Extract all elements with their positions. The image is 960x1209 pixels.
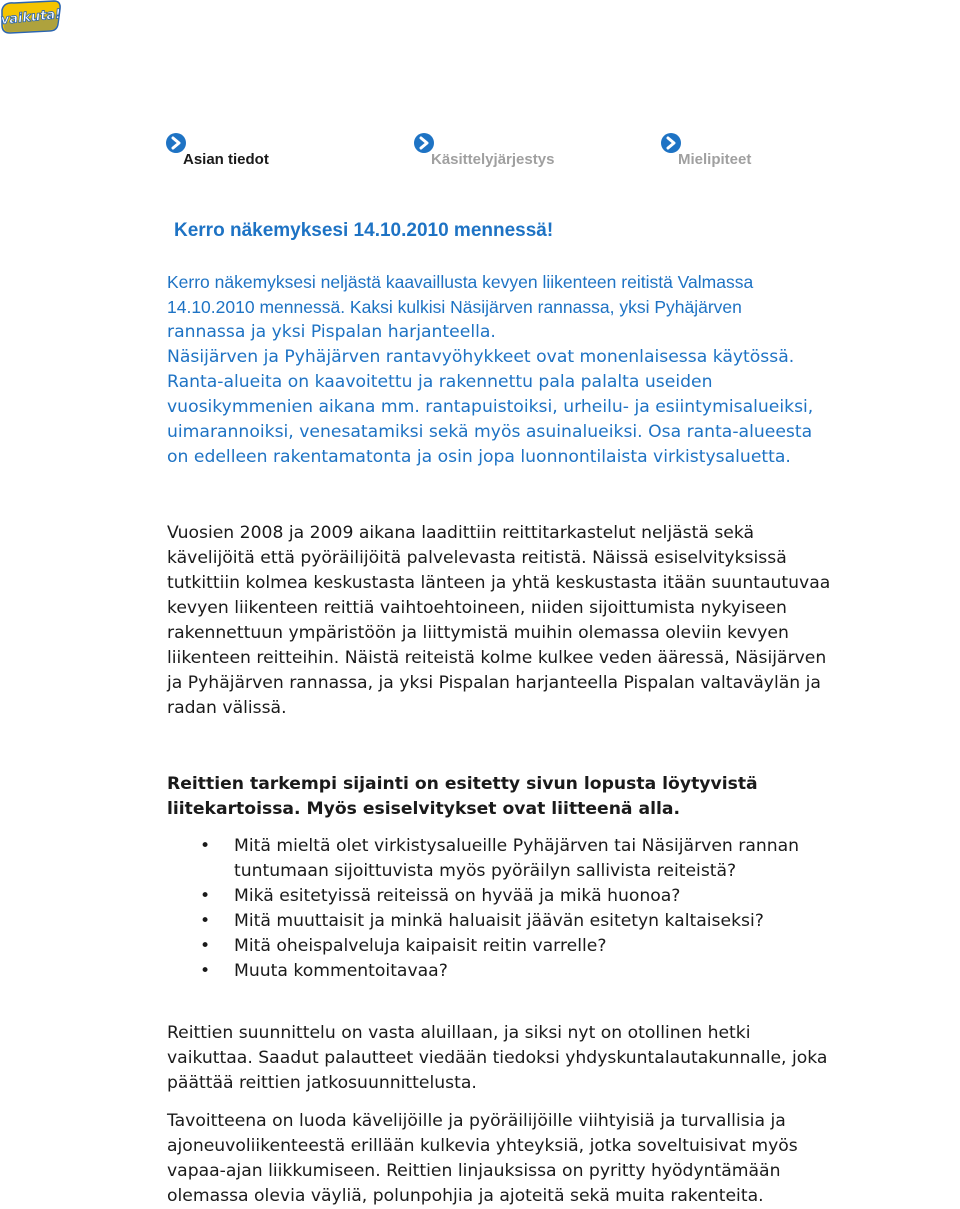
list-item	[167, 834, 799, 884]
text-line: liikenteen reitteihin. Näistä reiteistä kolme kulkee veden ääressä, Näsijärven	[167, 648, 827, 668]
text-line: Ranta-alueita on kaavoitettu ja rakennettu pala palalta useiden	[167, 372, 713, 392]
text-line: vuosikymmenien aikana mm. rantapuistoiksi, urheilu- ja esiintymisalueiksi,	[167, 397, 814, 417]
goal-paragraph	[167, 1109, 960, 1209]
questions-list	[167, 834, 799, 984]
nav-label: Mielipiteet	[678, 151, 752, 168]
list-item	[167, 884, 799, 909]
list-item	[167, 909, 799, 934]
nav-label: Asian tiedot	[183, 151, 269, 168]
text-line: Mitä mieltä olet virkistysalueille Pyhäjärven tai Näsijärven rannan	[234, 836, 800, 856]
text-line: Näsijärven ja Pyhäjärven rantavyöhykkeet ovat monenlaisessa käytössä.	[167, 347, 795, 367]
text-line: radan välissä.	[167, 698, 287, 718]
vaikuta-logo[interactable]	[0, 0, 62, 34]
text-line: rakennettuun ympäristöön ja liittymistä muihin olemassa oleviin kevyen	[167, 623, 789, 643]
text-line: kevyen liikenteen reittiä vaihtoehtoineen, niiden sijoittumista nykyiseen	[167, 598, 787, 618]
text-line: kävelijöitä että pyöräilijöitä palvelevasta reitistä. Näissä esiselvityksissä	[167, 548, 787, 568]
text-line: Mikä esitetyissä reiteissä on hyvää ja mikä huonoa?	[234, 886, 681, 906]
text-line: vapaa-ajan liikkumiseen. Reittien linjauksissa on pyritty hyödyntämään	[167, 1161, 781, 1181]
page-headline: Kerro näkemyksesi 14.10.2010 mennessä!	[174, 220, 554, 241]
text-line: on edelleen rakentamatonta ja osin jopa luonnontilaista virkistysaluetta.	[167, 447, 791, 467]
text-line: liitekartoissa. Myös esiselvitykset ovat liitteenä alla.	[167, 799, 681, 819]
attachments-note	[167, 772, 960, 822]
bullet-icon: •	[200, 836, 211, 856]
bullet-icon: •	[200, 936, 211, 956]
planning-paragraph	[167, 1021, 960, 1096]
nav-label: Käsittelyjärjestys	[431, 151, 555, 168]
text-line: olemassa olevia väyliä, polunpohjia ja ajoteitä sekä muita rakenteita.	[167, 1186, 764, 1206]
text-line: rannassa ja yksi Pispalan harjanteella.	[167, 322, 496, 342]
text-line: Mitä muuttaisit ja minkä haluaisit jäävän esitetyn kaltaiseksi?	[234, 911, 764, 931]
text-line: Tavoitteena on luoda kävelijöille ja pyöräilijöille viihtyisiä ja turvallisia ja	[167, 1111, 786, 1131]
text-line: Kerro näkemyksesi neljästä kaavaillusta kevyen liikenteen reitistä Valmassa	[167, 272, 754, 292]
list-item	[167, 959, 799, 984]
text-line: Reittien suunnittelu on vasta aluillaan, ja siksi nyt on otollinen hetki	[167, 1023, 751, 1043]
text-line: ja Pyhäjärven rannassa, ja yksi Pispalan harjanteella Pispalan valtaväylän ja	[167, 673, 821, 693]
background-paragraph	[167, 521, 960, 721]
text-line: tuntumaan sijoittuvista myös pyöräilyn sallivista reiteistä?	[234, 861, 737, 881]
logo-text: vaikuta!	[0, 6, 62, 29]
intro-paragraph	[167, 270, 960, 470]
bullet-icon: •	[200, 911, 211, 931]
text-line: ajoneuvoliikenteestä erillään kulkevia yhteyksiä, jotka soveltuisivat myös	[167, 1136, 798, 1156]
bullet-icon: •	[200, 886, 211, 906]
text-line: Mitä oheispalveluja kaipaisit reitin varrelle?	[234, 936, 607, 956]
bullet-icon: •	[200, 961, 211, 981]
text-line: Vuosien 2008 ja 2009 aikana laadittiin reittitarkastelut neljästä sekä	[167, 523, 755, 543]
text-line: uimarannoiksi, venesatamiksi sekä myös asuinalueiksi. Osa ranta-alueesta	[167, 422, 813, 442]
list-item	[167, 934, 799, 959]
text-line: vaikuttaa. Saadut palautteet viedään tiedoksi yhdyskuntalautakunnalle, joka	[167, 1048, 828, 1068]
text-line: tutkittiin kolmea keskustasta länteen ja yhtä keskustasta itään suuntautuvaa	[167, 573, 831, 593]
text-line: Reittien tarkempi sijainti on esitetty sivun lopusta löytyvistä	[167, 774, 758, 794]
text-line: Muuta kommentoitavaa?	[234, 961, 448, 981]
text-line: päättää reittien jatkosuunnittelusta.	[167, 1073, 477, 1093]
text-line: 14.10.2010 mennessä. Kaksi kulkisi Näsijärven rannassa, yksi Pyhäjärven	[167, 297, 742, 317]
